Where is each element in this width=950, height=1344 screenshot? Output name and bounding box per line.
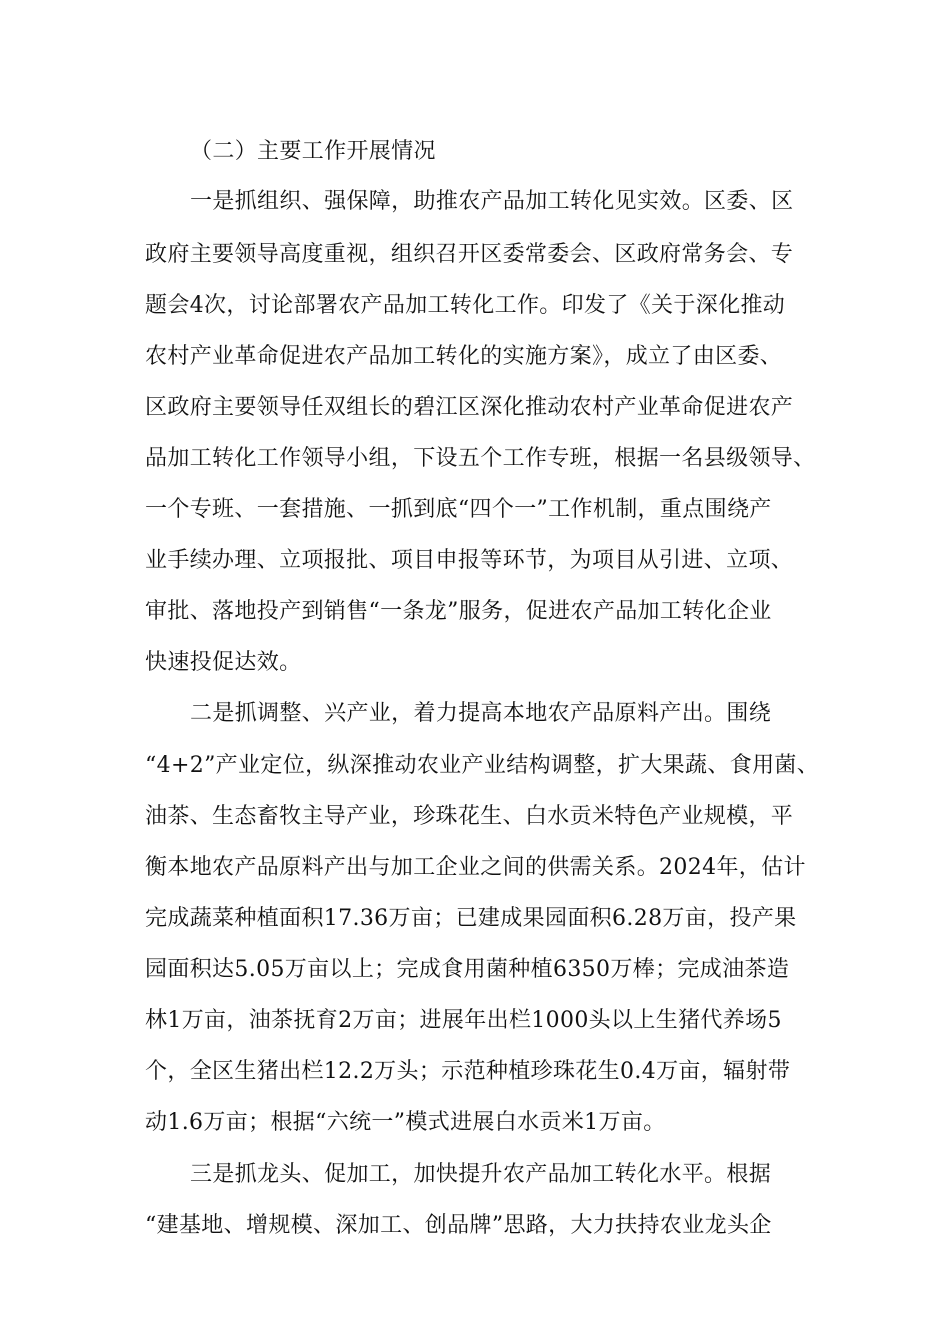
paragraph-line: 二是抓调整、兴产业，着力提高本地农产品原料产出。围绕	[190, 701, 772, 726]
paragraph-line: “建基地、增规模、深加工、创品牌”思路，大力扶持农业龙头企	[145, 1213, 772, 1238]
paragraph-line: 园面积达5.05万亩以上；完成食用菌种植6350万棒；完成油茶造	[145, 957, 790, 982]
paragraph-line: 油茶、生态畜牧主导产业，珍珠花生、白水贡米特色产业规模，平	[145, 804, 794, 829]
paragraph-line: 题会4次，讨论部署农产品加工转化工作。印发了《关于深化推动	[145, 293, 786, 318]
paragraph-line: 农村产业革命促进农产品加工转化的实施方案》，成立了由区委、	[145, 344, 783, 369]
paragraph-line: 品加工转化工作领导小组，下设五个工作专班，根据一名县级领导、	[145, 446, 816, 471]
paragraph-line: 完成蔬菜种植面积17.36万亩；已建成果园面积6.28万亩，投产果	[145, 906, 797, 931]
paragraph-line: 业手续办理、立项报批、项目申报等环节，为项目从引进、立项、	[145, 548, 794, 573]
paragraph-line: 快速投促达效。	[145, 650, 302, 675]
paragraph-line: “4+2”产业定位，纵深推动农业产业结构调整，扩大果蔬、食用菌、	[145, 753, 820, 778]
paragraph-line: 三是抓龙头、促加工，加快提升农产品加工转化水平。根据	[190, 1162, 772, 1187]
section-heading: （二）主要工作开展情况	[190, 139, 436, 164]
paragraph-line: 动1.6万亩；根据“六统一”模式进展白水贡米1万亩。	[145, 1110, 666, 1135]
paragraph-line: 区政府主要领导任双组长的碧江区深化推动农村产业革命促进农产	[145, 395, 794, 420]
paragraph-line: 一个专班、一套措施、一抓到底“四个一”工作机制，重点围绕产	[145, 497, 772, 522]
paragraph-line: 林1万亩，油茶抚育2万亩；进展年出栏1000头以上生猪代养场5	[145, 1008, 782, 1033]
paragraph-line: 审批、落地投产到销售“一条龙”服务，促进农产品加工转化企业	[145, 599, 772, 624]
paragraph-line: 个，全区生猪出栏12.2万头；示范种植珍珠花生0.4万亩，辐射带	[145, 1059, 791, 1084]
paragraph-line: 政府主要领导高度重视，组织召开区委常委会、区政府常务会、专	[145, 242, 794, 267]
paragraph-line: 一是抓组织、强保障，助推农产品加工转化见实效。区委、区	[190, 189, 794, 214]
paragraph-line: 衡本地农产品原料产出与加工企业之间的供需关系。2024年，估计	[145, 855, 806, 880]
